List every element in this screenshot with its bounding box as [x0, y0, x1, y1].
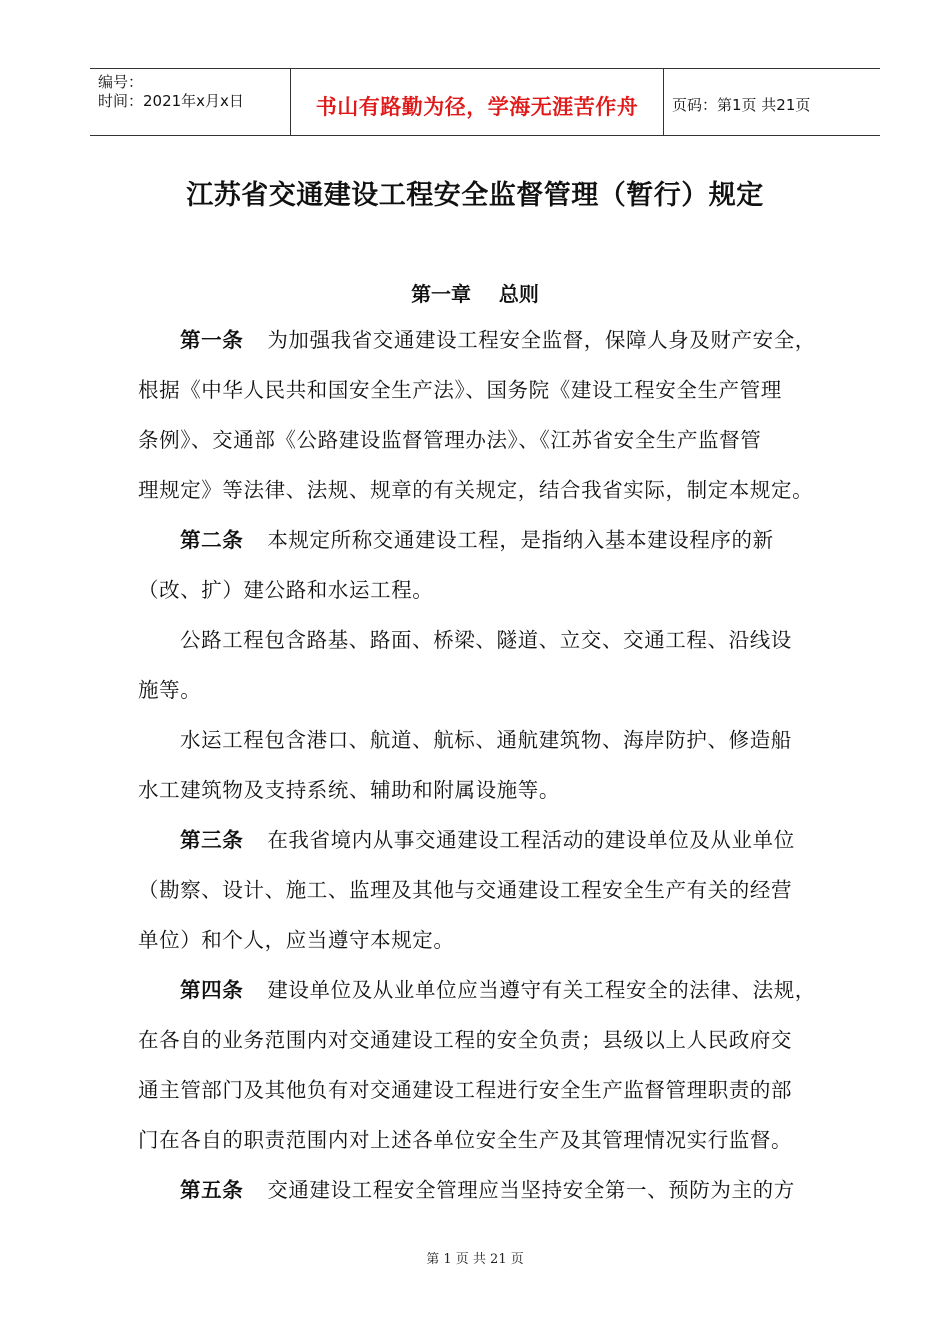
body-line: 在各自的业务范围内对交通建设工程的安全负责；县级以上人民政府交 — [138, 1028, 793, 1052]
body-line — [180, 327, 816, 353]
body-line: 条例》、交通部《公路建设监督管理办法》、《江苏省安全生产监督管 — [138, 428, 762, 452]
number-label: 编号： — [98, 73, 144, 91]
body-line — [180, 977, 816, 1003]
line-text: 交通建设工程安全管理应当坚持安全第一、预防为主的方 — [267, 1178, 795, 1202]
header-table — [90, 68, 880, 136]
article-label: 第五条 — [180, 1178, 244, 1202]
body-line — [180, 527, 774, 553]
line-text: 为加强我省交通建设工程安全监督，保障人身及财产安全， — [267, 328, 816, 352]
body-line: 公路工程包含路基、路面、桥梁、隧道、立交、交通工程、沿线设 — [180, 628, 792, 652]
line-text: 建设单位及从业单位应当遵守有关工程安全的法律、法规， — [267, 978, 816, 1002]
body-line: （勘察、设计、施工、监理及其他与交通建设工程安全生产有关的经营 — [138, 878, 793, 902]
header-motto-cell — [291, 69, 664, 135]
article-label: 第二条 — [180, 528, 244, 552]
motto: 书山有路勤为径，学海无涯苦作舟 — [315, 95, 639, 119]
body-line — [180, 1177, 795, 1203]
body-line: 根据《中华人民共和国安全生产法》、国务院《建设工程安全生产管理 — [138, 378, 782, 402]
document-title: 江苏省交通建设工程安全监督管理（暂行）规定 — [186, 180, 764, 211]
body-line: 施等。 — [138, 678, 202, 702]
article-label: 第一条 — [180, 328, 244, 352]
chapter-heading: 第一章 总则 — [411, 282, 539, 306]
line-text: 本规定所称交通建设工程，是指纳入基本建设程序的新 — [267, 528, 774, 552]
body-line: 水工建筑物及支持系统、辅助和附属设施等。 — [138, 778, 560, 802]
article-label: 第四条 — [180, 978, 244, 1002]
page-code: 页码：第1页 共21页 — [672, 96, 811, 114]
body-line: 理规定》等法律、法规、规章的有关规定，结合我省实际，制定本规定。 — [138, 478, 814, 502]
header-page-cell — [664, 69, 880, 135]
body-line: （改、扩）建公路和水运工程。 — [138, 578, 434, 602]
body-line — [180, 827, 795, 853]
body-line: 单位）和个人，应当遵守本规定。 — [138, 928, 455, 952]
line-text: 在我省境内从事交通建设工程活动的建设单位及从业单位 — [267, 828, 795, 852]
body-line: 通主管部门及其他负有对交通建设工程进行安全生产监督管理职责的部 — [138, 1078, 793, 1102]
page-footer: 第 1 页 共 21 页 — [426, 1252, 524, 1267]
body-line: 门在各自的职责范围内对上述各单位安全生产及其管理情况实行监督。 — [138, 1128, 793, 1152]
header-info-cell — [90, 69, 291, 135]
article-label: 第三条 — [180, 828, 244, 852]
time-label: 时间：2021年x月x日 — [98, 92, 244, 110]
body-line: 水运工程包含港口、航道、航标、通航建筑物、海岸防护、修造船 — [180, 728, 792, 752]
